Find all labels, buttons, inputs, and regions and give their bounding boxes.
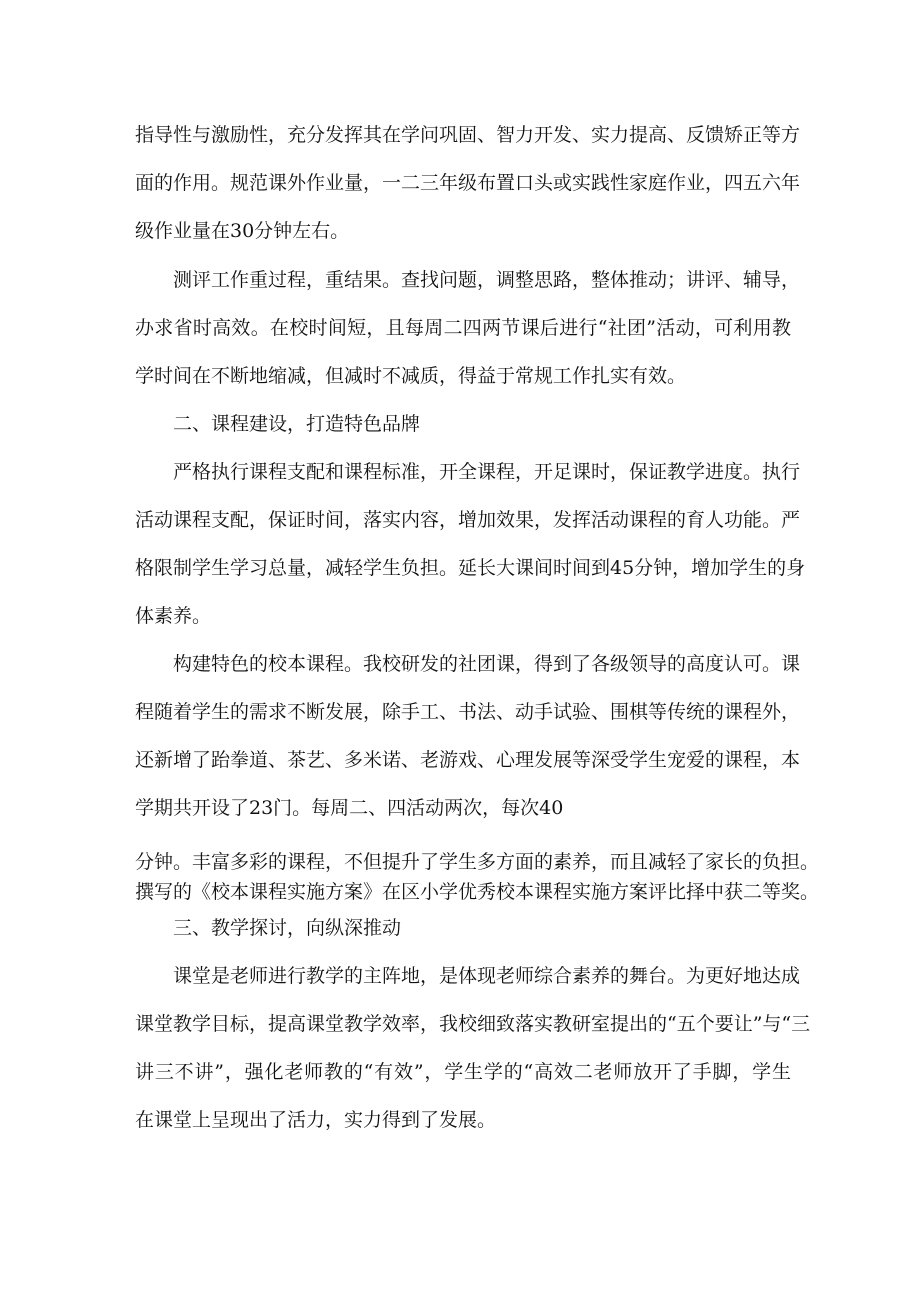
paragraph-line: 讲三不讲”，强化老师教的“有效”，学生学的“高效二老师放开了手脚，学生 [135, 1061, 791, 1083]
paragraph-line: 体素养。 [135, 605, 212, 627]
paragraph-line: 格限制学生学习总量，减轻学生负担。延长大课间时间到45分钟，增加学生的身 [135, 557, 806, 579]
paragraph-line: 学时间在不断地缩减，但减时不减质，得益于常规工作扎实有效。 [135, 365, 687, 387]
paragraph-line: 撰写的《校本课程实施方案》在区小学优秀校本课程实施方案评比择中获二等奖。 [135, 881, 820, 903]
paragraph-line: 课堂是老师进行教学的主阵地，是体现老师综合素养的舞台。为更好地达成 [173, 965, 801, 987]
paragraph-line: 学期共开设了23门。每周二、四活动两次，每次40 [135, 797, 564, 819]
paragraph-line: 在课堂上呈现出了活力，实力得到了发展。 [135, 1109, 497, 1131]
paragraph-line: 活动课程支配，保证时间，落实内容，增加效果，发挥活动课程的育人功能。严 [135, 509, 801, 531]
paragraph-line: 还新增了跆拳道、茶艺、多米诺、老游戏、心理发展等深受学生宠爱的课程，本 [135, 749, 801, 771]
paragraph-line: 测评工作重过程，重结果。查找问题，调整思路，整体推动；讲评、辅导， [173, 269, 801, 291]
paragraph-line: 课堂教学目标，提高课堂教学效率，我校细致落实教研室提出的“五个要让”与“三 [135, 1013, 811, 1035]
paragraph-line: 构建特色的校本课程。我校研发的社团课，得到了各级领导的高度认可。课 [173, 653, 801, 675]
paragraph-line: 程随着学生的需求不断发展，除手工、书法、动手试验、围棋等传统的课程外， [135, 701, 801, 723]
paragraph-line: 办求省时高效。在校时间短，且每周二四两节课后进行“社团”活动，可利用教 [135, 317, 791, 339]
paragraph-line: 分钟。丰富多彩的课程，不但提升了学生多方面的素养，而且减轻了家长的负担。 [135, 851, 820, 873]
paragraph-line: 面的作用。规范课外作业量，一二三年级布置口头或实践性家庭作业，四五六年 [135, 172, 801, 194]
paragraph-line: 级作业量在30分钟左右。 [135, 220, 350, 242]
section-heading: 二、课程建设，打造特色品牌 [173, 413, 421, 435]
paragraph-line: 严格执行课程支配和课程标准，开全课程，开足课时，保证教学进度。执行 [173, 461, 801, 483]
section-heading: 三、教学探讨，向纵深推动 [173, 917, 402, 939]
paragraph-line: 指导性与激励性，充分发挥其在学问巩固、智力开发、实力提高、反馈矫正等方 [135, 124, 801, 146]
